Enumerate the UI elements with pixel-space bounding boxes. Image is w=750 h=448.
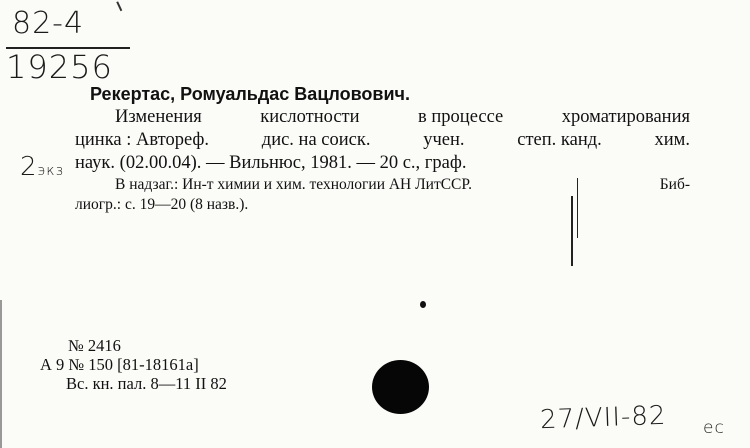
title-word: Изменения <box>115 107 202 127</box>
title-word: хроматирования <box>561 107 690 127</box>
note-line-1 <box>75 175 690 195</box>
scan-edge <box>0 300 2 448</box>
shelf-mark-top: 82-4 <box>12 6 85 41</box>
note-text: Биб- <box>659 176 690 193</box>
title-word: — 20 с., граф. <box>356 153 467 173</box>
punch-hole <box>372 360 429 414</box>
note-text: лиогр.: с. 19—20 (8 назв.). <box>75 196 249 213</box>
handwritten-initials: ес <box>703 418 725 438</box>
accession-number: № 2416 <box>68 336 121 355</box>
author-heading: Рекертас, Ромуальдас Вацловович. <box>90 84 410 104</box>
copies-note <box>20 152 64 182</box>
title-word: учен. <box>423 130 465 150</box>
shelf-mark-bottom: 19256 <box>6 48 113 86</box>
title-word: хим. <box>654 130 690 150</box>
title-line-1 <box>75 106 690 129</box>
bibliographic-entry <box>75 83 690 215</box>
title-word: цинка : Автореф. <box>75 130 210 150</box>
copies-suffix: экз <box>37 163 65 179</box>
ink-dot <box>420 301 426 308</box>
handwritten-date: 27/VII-82 <box>539 400 667 436</box>
title-line-3 <box>75 152 690 175</box>
title-word: степ. канд. <box>517 130 602 150</box>
accession-block <box>40 336 227 393</box>
copies-number: 2 <box>20 152 38 182</box>
accession-stamp: Вс. кн. пал. 8—11 II 82 <box>66 374 227 393</box>
pen-tick-mark <box>116 0 127 11</box>
note-text: В надзаг.: Ин-т химии и хим. технологии АН ЛитССР. <box>115 176 472 193</box>
title-word: кислотности <box>260 107 360 127</box>
title-line-2 <box>75 129 690 152</box>
title-word: — Вильнюс, 1981. <box>205 153 352 173</box>
note-line-2 <box>75 195 690 215</box>
title-word: дис. на соиск. <box>261 130 371 150</box>
scan-artifact-line <box>571 196 573 266</box>
title-word: наук. (02.00.04). <box>75 153 202 173</box>
accession-code: А 9 № 150 [81-18161а] <box>40 355 199 374</box>
scan-artifact-line <box>577 178 578 238</box>
title-word: в процессе <box>418 107 504 127</box>
